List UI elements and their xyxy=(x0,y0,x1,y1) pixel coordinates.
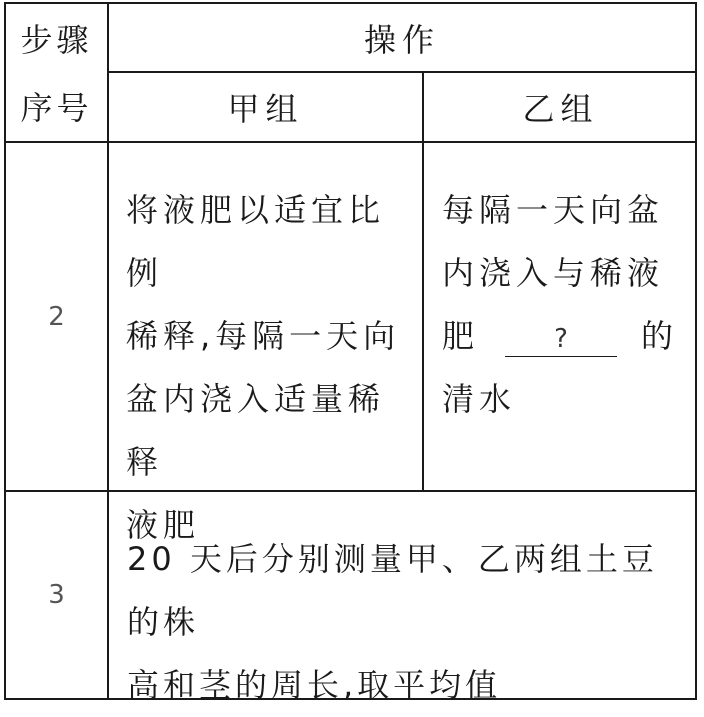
merged-instruction xyxy=(127,528,692,717)
text-line: 20 天后分别测量甲、乙两组土豆的株 xyxy=(127,540,658,641)
step-number-2: 2 xyxy=(48,301,65,332)
text-line: 液肥 xyxy=(126,506,201,544)
text-line: 将液肥以适宜比例 xyxy=(126,191,386,292)
group-b-instruction xyxy=(442,179,692,431)
divider-header-bottom xyxy=(4,141,697,143)
text-line-with-blank xyxy=(442,305,692,368)
text-line: 清水 xyxy=(442,380,517,418)
header-group-a: 甲组 xyxy=(227,90,304,128)
text-line: 每隔一天向盆 xyxy=(442,191,665,229)
blank-prefix: 肥 xyxy=(442,317,480,355)
header-step-label-top: 步骤 xyxy=(20,21,93,59)
text-line: 高和茎的周长,取平均值 xyxy=(127,666,502,704)
text-line: 内浇入与稀液 xyxy=(442,254,665,292)
header-step-label-bottom: 序号 xyxy=(20,89,93,127)
step-number-3: 3 xyxy=(48,580,65,610)
header-operation: 操作 xyxy=(363,20,440,59)
answer-blank: ? xyxy=(505,322,617,357)
header-group-b: 乙组 xyxy=(522,90,599,128)
blank-suffix: 的 xyxy=(641,317,679,355)
text-line: 盆内浇入适量稀释 xyxy=(126,380,386,481)
text-line: 稀释,每隔一天向 xyxy=(126,317,401,355)
group-a-instruction xyxy=(126,179,416,557)
